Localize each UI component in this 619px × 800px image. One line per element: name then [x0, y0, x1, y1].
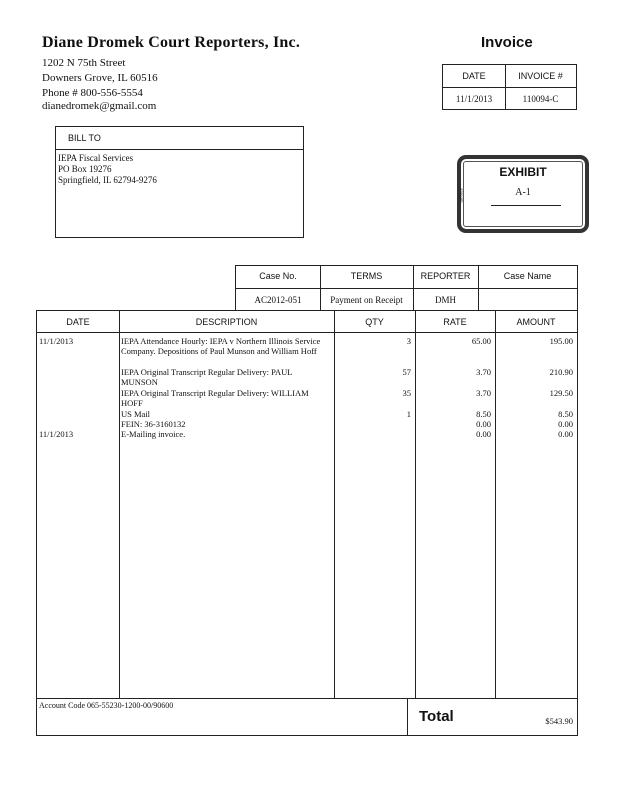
item-description: E-Mailing invoice.: [121, 429, 186, 439]
total-label: Total: [419, 708, 454, 725]
invoice-info-box: [442, 64, 577, 110]
item-amount: 8.50: [558, 409, 573, 419]
item-date: 11/1/2013: [39, 429, 74, 439]
total-value: $543.90: [545, 716, 573, 726]
terms-case-no: AC2012-051: [254, 295, 302, 305]
item-description: FEIN: 36-3160132: [121, 419, 186, 429]
bill-to-box: [55, 126, 304, 238]
terms-table: [235, 265, 578, 311]
bill-to-line: Springfield, IL 62794-9276: [58, 175, 157, 185]
account-code: Account Code 065-55230-1200-00/90600: [39, 701, 174, 710]
item-qty: 3: [406, 336, 411, 346]
items-header-qty: QTY: [365, 317, 384, 327]
item-rate: 3.70: [476, 367, 491, 377]
item-amount: 0.00: [558, 419, 573, 429]
company-phone: Phone # 800-556-5554: [42, 87, 143, 99]
item-rate: 0.00: [476, 429, 491, 439]
item-qty: 35: [402, 388, 411, 398]
items-header-amount: AMOUNT: [516, 317, 556, 327]
item-amount: 0.00: [558, 429, 573, 439]
item-rate: 65.00: [471, 336, 491, 346]
bill-to-line: IEPA Fiscal Services: [58, 153, 134, 163]
item-rate: 8.50: [476, 409, 491, 419]
item-description: IEPA Original Transcript Regular Delivery: PAUL MUNSON: [121, 367, 293, 387]
items-header-rate: RATE: [443, 317, 467, 327]
item-date: 11/1/2013: [39, 336, 74, 346]
invoice-date-label: DATE: [462, 71, 486, 81]
invoice-title: Invoice: [481, 34, 533, 51]
company-email: dianedromek@gmail.com: [42, 100, 157, 112]
bill-to-label: BILL TO: [68, 133, 101, 143]
item-rate: 3.70: [476, 388, 491, 398]
bill-to-line: PO Box 19276: [58, 164, 112, 174]
terms-header-case-no: Case No.: [259, 271, 297, 281]
item-amount: 210.90: [549, 367, 573, 377]
terms-header-terms: TERMS: [350, 271, 383, 281]
terms-reporter: DMH: [434, 295, 456, 305]
items-table: [36, 310, 578, 736]
item-description: US Mail: [121, 409, 151, 419]
items-header-description: DESCRIPTION: [195, 317, 258, 327]
item-qty: 1: [406, 409, 411, 419]
company-name: Diane Dromek Court Reporters, Inc.: [42, 34, 301, 51]
exhibit-title: EXHIBIT: [499, 165, 547, 179]
company-street: 1202 N 75th Street: [42, 57, 126, 69]
item-description: IEPA Original Transcript Regular Delivery: WILLIAM HOFF: [121, 388, 309, 408]
company-city: Downers Grove, IL 60516: [42, 72, 158, 84]
terms-header-case-name: Case Name: [503, 271, 552, 281]
item-amount: 195.00: [549, 336, 573, 346]
invoice-date: 11/1/2013: [455, 94, 493, 104]
item-description: IEPA Attendance Hourly: IEPA v Northern Illinois Service Company. Depositions of Paul Munson and William Hoff: [121, 336, 321, 356]
invoice-number: 110094-C: [522, 94, 559, 104]
terms-terms: Payment on Receipt: [330, 295, 403, 305]
invoice-number-label: INVOICE #: [518, 71, 563, 81]
items-header-date: DATE: [66, 317, 90, 327]
item-qty: 57: [402, 367, 411, 377]
bill-to-address: [58, 153, 157, 186]
terms-header-reporter: REPORTER: [420, 271, 471, 281]
exhibit-side-text: tabbies: [459, 188, 465, 203]
exhibit-number: A-1: [515, 187, 531, 198]
exhibit-stamp: [457, 155, 589, 233]
item-amount: 129.50: [549, 388, 573, 398]
item-rate: 0.00: [476, 419, 491, 429]
